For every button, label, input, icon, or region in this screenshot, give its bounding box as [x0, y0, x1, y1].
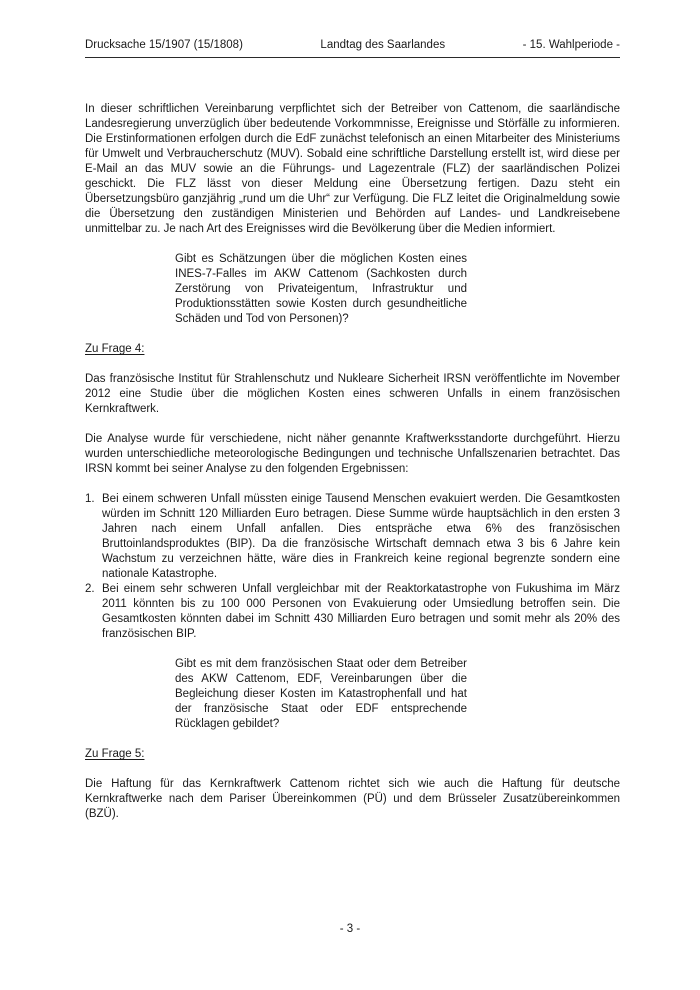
- paragraph-liability: Die Haftung für das Kernkraftwerk Cattenom richtet sich wie auch die Haftung für deutsche Kernkraftwerke nach dem Pariser Übereinkommen (PÜ) und dem Brüsseler Zusatzübereinkommen (BZÜ).: [85, 778, 620, 820]
- heading-zu-frage-5-label: Zu Frage 5:: [85, 748, 145, 760]
- header-legislative-period: - 15. Wahlperiode -: [522, 39, 620, 51]
- heading-zu-frage-5: [85, 747, 620, 762]
- list-item-2-number: 2.: [85, 583, 95, 595]
- document-body: [85, 58, 620, 822]
- heading-zu-frage-4: [85, 342, 620, 357]
- paragraph-irsn-study: Das französische Institut für Strahlenschutz und Nukleare Sicherheit IRSN veröffentlichte im November 2012 eine Studie über die möglichen Kosten eines schweren Unfalls in einem französischen Kernkraftwerk.: [85, 373, 620, 415]
- list-item-1-number: 1.: [85, 493, 95, 505]
- list-item-2-text: Bei einem sehr schweren Unfall vergleichbar mit der Reaktorkatastrophe von Fukushima im März 2011 könnten bis zu 100 000 Personen von Evakuierung oder Umsiedlung betroffen sein. Die Gesamtkosten könnten dabei im Schnitt 430 Milliarden Euro betragen und somit mehr als 20% des französischen BIP.: [102, 583, 620, 640]
- document-header: [85, 38, 620, 58]
- header-document-number: Drucksache 15/1907 (15/1808): [85, 39, 243, 51]
- results-list: [85, 492, 620, 642]
- document-footer: [0, 922, 700, 937]
- question-block-cost-agreements: Gibt es mit dem französischen Staat oder dem Betreiber des AKW Cattenom, EDF, Vereinbarungen über die Begleichung dieser Kosten im Katastrophenfall und hat der französische Staat oder EDF entsprechende Rücklagen gebildet?: [175, 658, 467, 730]
- list-item-severe-accident: [85, 492, 620, 582]
- paragraph-analysis-intro: Die Analyse wurde für verschiedene, nicht näher genannte Kraftwerksstandorte durchgeführt. Hierzu wurden unterschiedliche meteorologische Bedingungen und technische Unfallszenarien betrachtet. Das IRSN kommt bei seiner Analyse zu den folgenden Ergebnissen:: [85, 433, 620, 475]
- header-institution: Landtag des Saarlandes: [320, 39, 446, 51]
- list-item-very-severe-accident: [85, 582, 620, 642]
- heading-zu-frage-4-label: Zu Frage 4:: [85, 343, 145, 355]
- paragraph-notification-agreement: In dieser schriftlichen Vereinbarung verpflichtet sich der Betreiber von Cattenom, die saarländische Landesregierung unverzüglich über bedeutende Vorkommnisse, Ereignisse und Störfälle zu informieren. Die Erstinformationen erfolgen durch die EdF zunächst telefonisch an einen Mitarbeiter des Ministeriums für Umwelt und Verbraucherschutz (MUV). Sobald eine schriftliche Darstellung erstellt ist, wird diese per E-Mail an das MUV sowie an die Führungs- und Lagezentrale (FLZ) der saarländischen Polizei geschickt. Die FLZ lässt von dieser Meldung eine Übersetzung fertigen. Dazu steht ein Übersetzungsbüro ganzjährig „rund um die Uhr“ zur Verfügung. Die FLZ leitet die Originalmeldung sowie die Übersetzung den zuständigen Ministerien und Behörden auf Landes- und Landkreisebene unmittelbar zu. Je nach Art des Ereignisses wird die Bevölkerung über die Medien informiert.: [85, 103, 620, 235]
- page-number: - 3 -: [339, 923, 361, 935]
- question-block-ines7-costs: Gibt es Schätzungen über die möglichen Kosten eines INES-7-Falles im AKW Cattenom (Sachkosten durch Zerstörung von Privateigentum, Infrastruktur und Produktionsstätten sowie Kosten durch gesundheitliche Schäden und Tod von Personen)?: [175, 253, 467, 325]
- list-item-1-text: Bei einem schweren Unfall müssten einige Tausend Menschen evakuiert werden. Die Gesamtkosten würden im Schnitt 120 Milliarden Euro betragen. Diese Summe würde hauptsächlich in den ersten 3 Jahren nach einem Unfall anfallen. Dies entspräche etwa 6% des französischen Bruttoinlandsproduktes (BIP). Da die französische Wirtschaft demnach etwa 3 bis 6 Jahre kein Wachstum zu verzeichnen hätte, wäre dies in Frankreich keine regional begrenzte sondern eine nationale Katastrophe.: [102, 493, 620, 580]
